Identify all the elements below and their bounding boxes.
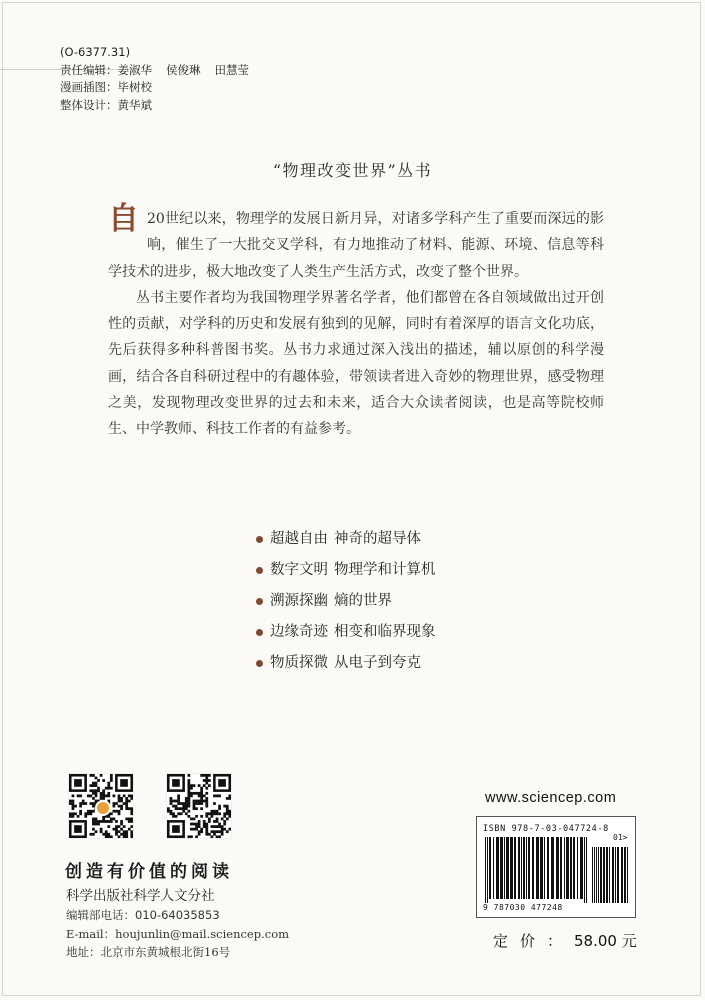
barcode-icon	[485, 837, 630, 903]
bullet-dot-icon	[256, 567, 263, 574]
address-line: 地址：北京市东黄城根北街16号	[66, 945, 231, 959]
illustrator-label: 漫画插图：	[60, 80, 118, 94]
editor-name: 姜淑华	[117, 62, 152, 77]
list-item	[256, 617, 436, 648]
list-item	[256, 555, 436, 586]
bullet-dot-icon	[256, 629, 263, 636]
price-unit: 元	[621, 932, 637, 950]
list-item	[256, 586, 436, 617]
book-title: 物理学和计算机	[334, 562, 436, 578]
publisher-slogan: 创造有价值的阅读	[65, 862, 233, 882]
website-url: www.sciencep.com	[485, 790, 617, 806]
designer-label: 整体设计：	[60, 97, 118, 112]
list-item	[256, 648, 436, 679]
qr-code-icon	[167, 774, 231, 838]
series-introduction	[108, 201, 604, 443]
qr-logo-icon	[95, 800, 111, 816]
price-value: 58.00	[574, 932, 617, 950]
phone-line: 编辑部电话：010-64035853	[66, 908, 220, 922]
publisher-contact	[66, 906, 289, 962]
drop-cap: 自	[108, 201, 139, 237]
credits-block	[60, 44, 249, 114]
designer-name: 黄华斌	[117, 97, 152, 112]
book-list	[256, 524, 436, 679]
book-series: 超越自由	[270, 531, 328, 547]
barcode-addon: 01>	[613, 833, 628, 842]
designer-line	[60, 97, 249, 115]
intro-paragraph-2: 丛书主要作者均为我国物理学界著名学者，他们都曾在各自领域做出过开创性的贡献，对学科的历史和发展有独到的见解，同时有着深厚的语言文化功底，先后获得多种科普图书奖。丛书力求通过深入浅出的描述，辅以原创的科学漫画，结合各自科研过程中的有趣体验，带领读者进入奇妙的物理世界，感受物理之美，发现物理改变世界的过去和未来，适合大众读者阅读，也是高等院校师生、中学教师、科技工作者的有益参考。	[108, 289, 604, 438]
series-title: “物理改变世界”丛书	[272, 161, 433, 180]
editors-label: 责任编辑：	[60, 62, 118, 77]
qr-code-icon	[69, 774, 133, 838]
book-series: 数字文明	[270, 562, 328, 578]
illustrator-line	[60, 79, 249, 97]
qr-code-pattern	[167, 774, 231, 838]
price	[493, 930, 637, 951]
book-title: 相变和临界现象	[334, 624, 436, 640]
book-series: 溯源探幽	[270, 593, 328, 609]
book-title: 从电子到夸克	[334, 655, 421, 671]
illustrator-name: 毕树校	[117, 80, 152, 94]
bullet-dot-icon	[256, 536, 263, 543]
publisher-name: 科学出版社科学人文分社	[66, 888, 215, 904]
intro-paragraph-1	[108, 201, 604, 285]
book-title: 熵的世界	[334, 593, 392, 609]
intro-paragraph-1-text: 20世纪以来，物理学的发展日新月异，对诸多学科产生了重要而深远的影响，催生了一大批交叉学科，有力地推动了材料、能源、环境、信息等科学技术的进步，极大地改变了人类生产生活方式，改变了整个世界。	[108, 211, 604, 280]
price-label: 定价：	[493, 932, 575, 950]
list-item	[256, 524, 436, 555]
editor-name: 侯俊琳	[166, 62, 201, 77]
editors-line	[60, 62, 249, 80]
isbn-text: ISBN 978-7-03-047724-8	[483, 824, 609, 834]
book-series: 物质探微	[270, 655, 328, 671]
email-line: E-mail：houjunlin@mail.sciencep.com	[66, 926, 290, 941]
barcode-box	[476, 816, 636, 918]
catalog-code: (O-6377.31)	[60, 45, 131, 59]
book-series: 边缘奇迹	[270, 624, 328, 640]
book-title: 神奇的超导体	[334, 531, 421, 547]
barcode-digits: 9 787030 477248	[483, 903, 563, 912]
bullet-dot-icon	[256, 660, 263, 667]
bullet-dot-icon	[256, 598, 263, 605]
editor-name: 田慧莹	[214, 62, 249, 77]
